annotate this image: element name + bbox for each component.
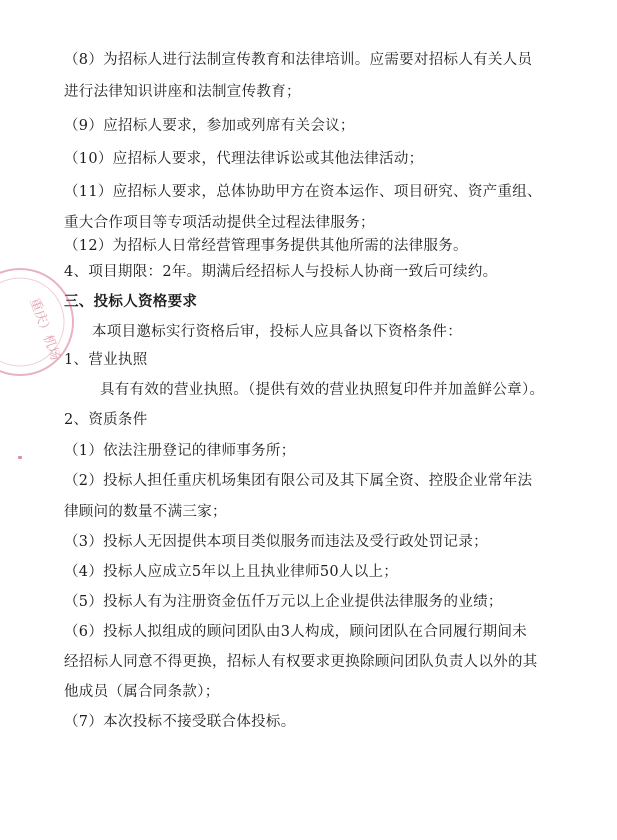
text-line-11b: 重大合作项目等专项活动提供全过程法律服务； (64, 215, 375, 231)
subheading-qualification: 2、资质条件 (64, 412, 148, 428)
text-line-q6b: 经招标人同意不得更换，招标人有权要求更换除顾问团队负责人以外的其 (64, 654, 538, 670)
svg-text:重庆）机场: 重庆）机场 (26, 296, 63, 363)
text-line-11a: （11）应招标人要求，总体协助甲方在资本运作、项目研究、资产重组、 (64, 184, 542, 200)
text-line-q1: （1）依法注册登记的律师事务所； (64, 443, 296, 459)
text-line-8a: （8）为招标人进行法制宣传教育和法律培训。应需要对招标人有关人员 (64, 52, 533, 68)
text-line-q5: （5）投标人有为注册资金伍仟万元以上企业提供法律服务的业绩； (64, 594, 503, 610)
text-line-term: 4、项目期限：2年。期满后经招标人与投标人协商一致后可续约。 (64, 264, 498, 280)
text-line-9: （9）应招标人要求，参加或列席有关会议； (64, 118, 355, 134)
text-line-8b: 进行法律知识讲座和法制宣传教育； (64, 84, 301, 100)
text-line-q2a: （2）投标人担任重庆机场集团有限公司及其下属全资、控股企业常年法 (64, 473, 533, 489)
company-seal-icon (0, 268, 74, 376)
section-heading-qualification: 三、投标人资格要求 (64, 293, 198, 310)
text-line-q3: （3）投标人无因提供本项目类似服务而违法及受行政处罚记录； (64, 534, 488, 550)
text-line-10: （10）应招标人要求，代理法律诉讼或其他法律活动； (64, 151, 424, 167)
text-line-q6a: （6）投标人拟组成的顾问团队由3人构成，顾问团队在合同履行期间未 (64, 624, 528, 640)
text-line-q7: （7）本次投标不接受联合体投标。 (64, 714, 296, 730)
text-line-intro: 本项目邀标实行资格后审，投标人应具备以下资格条件： (92, 324, 462, 340)
subheading-business-license: 1、营业执照 (64, 352, 148, 368)
text-line-license: 具有有效的营业执照。（提供有效的营业执照复印件并加盖鲜公章）。 (100, 382, 545, 398)
text-line-q4: （4）投标人应成立5年以上且执业律师50人以上； (64, 564, 399, 580)
text-line-q6c: 他成员（属合同条款）； (64, 684, 220, 700)
text-line-q2b: 律顾问的数量不满三家； (64, 504, 227, 520)
text-line-12: （12）为招标人日常经营管理事务提供其他所需的法律服务。 (64, 238, 468, 254)
stamp-mark (18, 456, 22, 459)
